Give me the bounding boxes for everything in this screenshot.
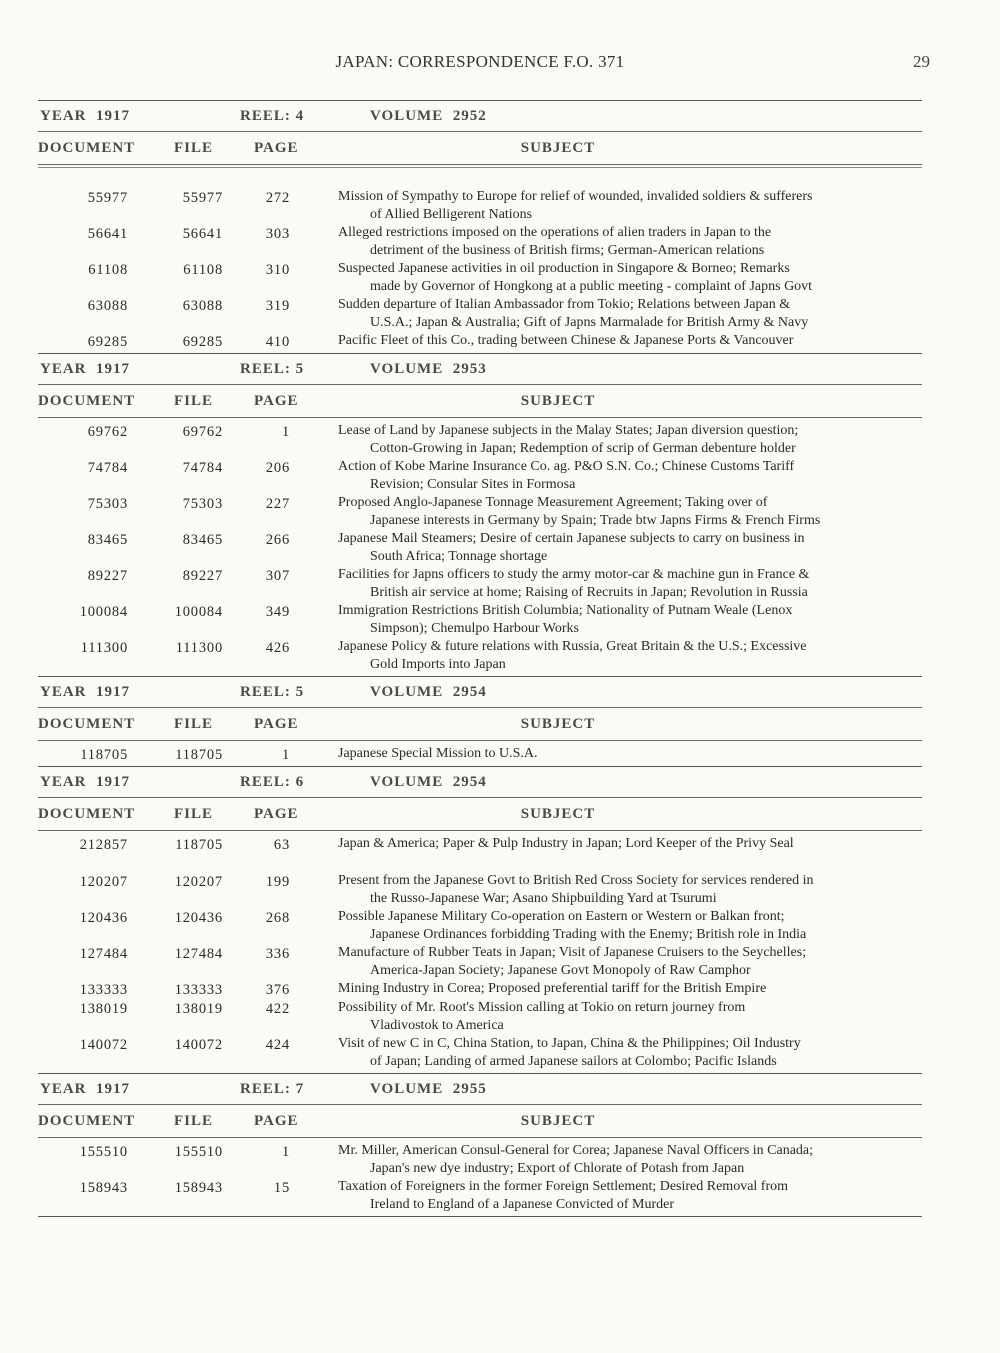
subject-line-2: the Russo-Japanese War; Asano Shipbuilding Yard at Tsurumi bbox=[370, 891, 717, 906]
file-number: 118705 bbox=[175, 747, 223, 763]
document-number: 56641 bbox=[87, 226, 128, 242]
subject-text bbox=[290, 908, 922, 944]
subject-text bbox=[290, 566, 922, 602]
file-number: 69285 bbox=[182, 334, 223, 350]
page-number-cell: 1 bbox=[281, 747, 290, 763]
subject-line-1: Alleged restrictions imposed on the operations of alien traders in Japan to the bbox=[338, 225, 772, 240]
page-title: JAPAN: CORRESPONDENCE F.O. 371 bbox=[335, 52, 625, 71]
volume-field bbox=[370, 361, 922, 378]
volume-field bbox=[370, 108, 922, 125]
document-number: 69285 bbox=[87, 334, 128, 350]
subject-line-2: Japanese interests in Germany by Spain; Trade btw Japns Firms & French Firms bbox=[370, 513, 821, 528]
document-column-header: DOCUMENT bbox=[38, 715, 136, 732]
file-column-header: FILE bbox=[174, 139, 214, 156]
sections-container bbox=[38, 100, 922, 1217]
subject-line-2: U.S.A.; Japan & Australia; Gift of Japns Marmalade for British Army & Navy bbox=[370, 315, 809, 330]
subject-line-2: made by Governor of Hongkong at a public meeting - complaint of Japns Govt bbox=[370, 279, 813, 294]
table-row bbox=[38, 745, 922, 764]
file-number: 75303 bbox=[182, 496, 223, 512]
year-value: 1917 bbox=[96, 1080, 131, 1097]
document-number: 63088 bbox=[87, 298, 128, 314]
file-number: 155510 bbox=[174, 1144, 223, 1160]
file-column-header: FILE bbox=[174, 805, 214, 822]
section-meta bbox=[38, 1074, 922, 1104]
subject-line-2: British air service at home; Raising of Recruits in Japan; Revolution in Russia bbox=[370, 585, 808, 600]
volume-label: VOLUME bbox=[370, 107, 444, 124]
year-label: YEAR bbox=[40, 360, 87, 377]
volume-label: VOLUME bbox=[370, 360, 444, 377]
file-number: 140072 bbox=[174, 1037, 223, 1053]
subject-line-2: Simpson); Chemulpo Harbour Works bbox=[370, 621, 579, 636]
file-number: 56641 bbox=[182, 226, 223, 242]
table-row bbox=[38, 1178, 922, 1214]
page-number-cell: 303 bbox=[265, 226, 290, 242]
subject-text bbox=[290, 458, 922, 494]
table-row bbox=[38, 458, 922, 494]
subject-text bbox=[290, 188, 922, 224]
year-label: YEAR bbox=[40, 107, 87, 124]
page-column-header: PAGE bbox=[254, 715, 299, 732]
subject-line-1: Proposed Anglo-Japanese Tonnage Measurement Agreement; Taking over of bbox=[338, 495, 768, 510]
page-number-cell: 424 bbox=[265, 1037, 290, 1053]
page-number-cell: 426 bbox=[265, 640, 290, 656]
table-row bbox=[38, 296, 922, 332]
subject-line-2: Japan's new dye industry; Export of Chlorate of Potash from Japan bbox=[370, 1161, 745, 1176]
year-value: 1917 bbox=[96, 773, 131, 790]
page-number-cell: 272 bbox=[265, 190, 290, 206]
volume-field bbox=[370, 1081, 922, 1098]
document-number: 74784 bbox=[87, 460, 128, 476]
subject-line-1: Pacific Fleet of this Co., trading between Chinese & Japanese Ports & Vancouver bbox=[338, 333, 794, 348]
table-rows bbox=[38, 741, 922, 766]
document-number: 133333 bbox=[79, 982, 128, 998]
table-row bbox=[38, 638, 922, 674]
subject-text bbox=[290, 745, 922, 764]
page-number-cell: 422 bbox=[265, 1001, 290, 1017]
table-row bbox=[38, 260, 922, 296]
section-meta bbox=[38, 677, 922, 707]
table-rows bbox=[38, 831, 922, 1073]
subject-line-1: Lease of Land by Japanese subjects in the Malay States; Japan diversion question; bbox=[338, 423, 799, 438]
file-number: 120207 bbox=[174, 874, 223, 890]
year-field bbox=[38, 361, 240, 378]
reel-value: 7 bbox=[295, 1080, 305, 1097]
document-number: 100084 bbox=[79, 604, 128, 620]
subject-line-1: Japanese Policy & future relations with Russia, Great Britain & the U.S.; Excessive bbox=[338, 639, 807, 654]
table-rows bbox=[38, 168, 922, 353]
volume-field bbox=[370, 774, 922, 791]
file-number: 63088 bbox=[182, 298, 223, 314]
subject-line-1: Taxation of Foreigners in the former Foreign Settlement; Desired Removal from bbox=[338, 1179, 789, 1194]
file-number: 69762 bbox=[182, 424, 223, 440]
subject-column-header: SUBJECT bbox=[520, 805, 596, 822]
subject-text bbox=[290, 260, 922, 296]
page-number-cell: 410 bbox=[265, 334, 290, 350]
document-number: 120207 bbox=[79, 874, 128, 890]
page-number-cell: 319 bbox=[265, 298, 290, 314]
section-meta bbox=[38, 354, 922, 384]
reel-field bbox=[240, 361, 370, 378]
subject-line-1: Mission of Sympathy to Europe for relief of wounded, invalided soldiers & sufferers bbox=[338, 189, 813, 204]
page-number-cell: 266 bbox=[265, 532, 290, 548]
page-number-cell: 336 bbox=[265, 946, 290, 962]
file-column-header: FILE bbox=[174, 1112, 214, 1129]
table-rows bbox=[38, 1138, 922, 1216]
subject-column-header: SUBJECT bbox=[520, 139, 596, 156]
subject-line-1: Possible Japanese Military Co-operation on Eastern or Western or Balkan front; bbox=[338, 909, 785, 924]
year-field bbox=[38, 108, 240, 125]
subject-line-2: America-Japan Society; Japanese Govt Monopoly of Raw Camphor bbox=[370, 963, 751, 978]
subject-line-2: of Allied Belligerent Nations bbox=[370, 207, 533, 222]
document-column-header: DOCUMENT bbox=[38, 139, 136, 156]
page-number-cell: 307 bbox=[265, 568, 290, 584]
table-row bbox=[38, 835, 922, 854]
subject-text bbox=[290, 872, 922, 908]
document-number: 118705 bbox=[80, 747, 128, 763]
year-value: 1917 bbox=[96, 683, 131, 700]
table-row bbox=[38, 422, 922, 458]
subject-column-header: SUBJECT bbox=[520, 715, 596, 732]
reel-field bbox=[240, 774, 370, 791]
reel-label: REEL: bbox=[240, 1080, 291, 1097]
subject-line-1: Mining Industry in Corea; Proposed preferential tariff for the British Empire bbox=[338, 981, 767, 996]
subject-text bbox=[290, 835, 922, 854]
subject-text bbox=[290, 530, 922, 566]
column-headers bbox=[38, 1105, 922, 1137]
subject-line-1: Mr. Miller, American Consul-General for Corea; Japanese Naval Officers in Canada; bbox=[338, 1143, 814, 1158]
subject-line-1: Japanese Special Mission to U.S.A. bbox=[338, 746, 538, 761]
page-number-cell: 1 bbox=[281, 1144, 290, 1160]
table-row bbox=[38, 1142, 922, 1178]
file-column-header: FILE bbox=[174, 392, 214, 409]
document-number: 155510 bbox=[79, 1144, 128, 1160]
document-number: 89227 bbox=[87, 568, 128, 584]
page-number-cell: 376 bbox=[265, 982, 290, 998]
page-number-cell: 206 bbox=[265, 460, 290, 476]
table-rows bbox=[38, 418, 922, 676]
document-number: 138019 bbox=[79, 1001, 128, 1017]
document-number: 69762 bbox=[87, 424, 128, 440]
file-number: 120436 bbox=[174, 910, 223, 926]
page-number-cell: 199 bbox=[265, 874, 290, 890]
document-number: 75303 bbox=[87, 496, 128, 512]
table-row bbox=[38, 944, 922, 980]
reel-value: 5 bbox=[295, 683, 305, 700]
document-number: 111300 bbox=[80, 640, 128, 656]
table-row bbox=[38, 494, 922, 530]
subject-text bbox=[290, 1178, 922, 1214]
volume-label: VOLUME bbox=[370, 1080, 444, 1097]
page-column-header: PAGE bbox=[254, 392, 299, 409]
year-field bbox=[38, 1081, 240, 1098]
subject-line-1: Japan & America; Paper & Pulp Industry in Japan; Lord Keeper of the Privy Seal bbox=[338, 836, 794, 851]
page-number: 29 bbox=[913, 52, 930, 71]
year-label: YEAR bbox=[40, 773, 87, 790]
subject-line-2: Revision; Consular Sites in Formosa bbox=[370, 477, 576, 492]
year-field bbox=[38, 774, 240, 791]
volume-value: 2954 bbox=[452, 683, 487, 700]
page-number-cell: 15 bbox=[273, 1180, 290, 1196]
reel-field bbox=[240, 108, 370, 125]
document-column-header: DOCUMENT bbox=[38, 392, 136, 409]
reel-value: 4 bbox=[295, 107, 305, 124]
file-number: 111300 bbox=[175, 640, 223, 656]
column-headers bbox=[38, 385, 922, 417]
subject-line-1: Present from the Japanese Govt to British Red Cross Society for services rendered in bbox=[338, 873, 814, 888]
subject-text bbox=[290, 638, 922, 674]
subject-line-1: Manufacture of Rubber Teats in Japan; Visit of Japanese Cruisers to the Seychelles; bbox=[338, 945, 807, 960]
document-number: 55977 bbox=[87, 190, 128, 206]
subject-line-2: detriment of the business of British firms; German-American relations bbox=[370, 243, 765, 258]
volume-field bbox=[370, 684, 922, 701]
file-number: 83465 bbox=[182, 532, 223, 548]
subject-text bbox=[290, 224, 922, 260]
subject-text bbox=[290, 1142, 922, 1178]
closing-rule bbox=[38, 1216, 922, 1217]
year-value: 1917 bbox=[96, 360, 131, 377]
reel-label: REEL: bbox=[240, 683, 291, 700]
page-number-cell: 349 bbox=[265, 604, 290, 620]
reel-label: REEL: bbox=[240, 107, 291, 124]
reel-value: 5 bbox=[295, 360, 305, 377]
subject-line-1: Japanese Mail Steamers; Desire of certain Japanese subjects to carry on business in bbox=[338, 531, 805, 546]
file-number: 55977 bbox=[182, 190, 223, 206]
page-number-cell: 268 bbox=[265, 910, 290, 926]
reel-field bbox=[240, 1081, 370, 1098]
document-number: 61108 bbox=[88, 262, 128, 278]
file-number: 74784 bbox=[182, 460, 223, 476]
page-column-header: PAGE bbox=[254, 139, 299, 156]
subject-text bbox=[290, 602, 922, 638]
subject-text bbox=[290, 999, 922, 1035]
year-label: YEAR bbox=[40, 683, 87, 700]
table-row bbox=[38, 188, 922, 224]
subject-line-1: Immigration Restrictions British Columbia; Nationality of Putnam Weale (Lenox bbox=[338, 603, 793, 618]
volume-label: VOLUME bbox=[370, 773, 444, 790]
table-row bbox=[38, 999, 922, 1035]
document-column-header: DOCUMENT bbox=[38, 1112, 136, 1129]
page-column-header: PAGE bbox=[254, 1112, 299, 1129]
document-number: 127484 bbox=[79, 946, 128, 962]
file-number: 127484 bbox=[174, 946, 223, 962]
year-label: YEAR bbox=[40, 1080, 87, 1097]
subject-text bbox=[290, 332, 922, 351]
file-number: 100084 bbox=[174, 604, 223, 620]
page-column-header: PAGE bbox=[254, 805, 299, 822]
table-row bbox=[38, 908, 922, 944]
subject-line-1: Facilities for Japns officers to study the army motor-car & machine gun in France & bbox=[338, 567, 810, 582]
reel-value: 6 bbox=[295, 773, 305, 790]
reel-field bbox=[240, 684, 370, 701]
document-number: 140072 bbox=[79, 1037, 128, 1053]
section-meta bbox=[38, 101, 922, 131]
subject-line-2: Japanese Ordinances forbidding Trading with the Enemy; British role in India bbox=[370, 927, 807, 942]
table-row bbox=[38, 332, 922, 351]
column-headers bbox=[38, 798, 922, 830]
page-number-cell: 1 bbox=[281, 424, 290, 440]
file-column-header: FILE bbox=[174, 715, 214, 732]
volume-value: 2953 bbox=[452, 360, 487, 377]
table-row bbox=[38, 872, 922, 908]
subject-line-1: Sudden departure of Italian Ambassador from Tokio; Relations between Japan & bbox=[338, 297, 791, 312]
volume-value: 2954 bbox=[452, 773, 487, 790]
page-number-cell: 63 bbox=[273, 837, 290, 853]
section-meta bbox=[38, 767, 922, 797]
table-row bbox=[38, 224, 922, 260]
year-value: 1917 bbox=[96, 107, 131, 124]
subject-line-1: Suspected Japanese activities in oil production in Singapore & Borneo; Remarks bbox=[338, 261, 790, 276]
column-headers bbox=[38, 132, 922, 164]
file-number: 138019 bbox=[174, 1001, 223, 1017]
volume-value: 2952 bbox=[452, 107, 487, 124]
table-row bbox=[38, 530, 922, 566]
page-number-cell: 227 bbox=[265, 496, 290, 512]
subject-text bbox=[290, 944, 922, 980]
subject-text bbox=[290, 296, 922, 332]
subject-line-1: Action of Kobe Marine Insurance Co. ag. P&O S.N. Co.; Chinese Customs Tariff bbox=[338, 459, 795, 474]
page-number-cell: 310 bbox=[265, 262, 290, 278]
document-column-header: DOCUMENT bbox=[38, 805, 136, 822]
file-number: 61108 bbox=[183, 262, 223, 278]
subject-text bbox=[290, 422, 922, 458]
table-row bbox=[38, 566, 922, 602]
file-number: 133333 bbox=[174, 982, 223, 998]
subject-text bbox=[290, 1035, 922, 1071]
volume-value: 2955 bbox=[452, 1080, 487, 1097]
document-number: 83465 bbox=[87, 532, 128, 548]
file-number: 89227 bbox=[182, 568, 223, 584]
subject-column-header: SUBJECT bbox=[520, 392, 596, 409]
subject-line-2: Ireland to England of a Japanese Convicted of Murder bbox=[370, 1197, 675, 1212]
subject-text bbox=[290, 980, 922, 999]
year-field bbox=[38, 684, 240, 701]
column-headers bbox=[38, 708, 922, 740]
document-number: 120436 bbox=[79, 910, 128, 926]
subject-line-1: Possibility of Mr. Root's Mission calling at Tokio on return journey from bbox=[338, 1000, 746, 1015]
file-number: 118705 bbox=[175, 837, 223, 853]
table-row bbox=[38, 602, 922, 638]
subject-column-header: SUBJECT bbox=[520, 1112, 596, 1129]
subject-text bbox=[290, 494, 922, 530]
subject-line-2: of Japan; Landing of armed Japanese sailors at Colombo; Pacific Islands bbox=[370, 1054, 777, 1069]
document-page bbox=[38, 0, 930, 1217]
reel-label: REEL: bbox=[240, 773, 291, 790]
table-row bbox=[38, 1035, 922, 1071]
subject-line-2: Gold Imports into Japan bbox=[370, 657, 506, 672]
reel-label: REEL: bbox=[240, 360, 291, 377]
table-row bbox=[38, 980, 922, 999]
subject-line-2: Vladivostok to America bbox=[370, 1018, 504, 1033]
page-header bbox=[38, 0, 930, 100]
subject-line-1: Visit of new C in C, China Station, to Japan, China & the Philippines; Oil Industry bbox=[338, 1036, 801, 1051]
document-number: 212857 bbox=[79, 837, 128, 853]
row-spacer bbox=[38, 854, 922, 872]
subject-line-2: South Africa; Tonnage shortage bbox=[370, 549, 548, 564]
subject-line-2: Cotton-Growing in Japan; Redemption of scrip of German debenture holder bbox=[370, 441, 796, 456]
document-number: 158943 bbox=[79, 1180, 128, 1196]
file-number: 158943 bbox=[174, 1180, 223, 1196]
volume-label: VOLUME bbox=[370, 683, 444, 700]
